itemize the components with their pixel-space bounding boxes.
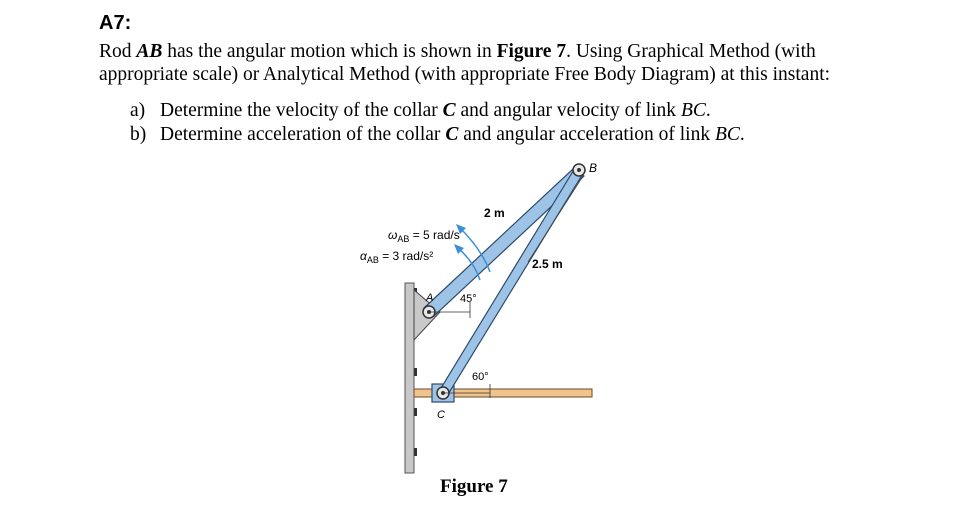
intro-part-2: has the angular motion which is shown in (162, 41, 497, 62)
figure-caption: Figure 7 (440, 476, 508, 497)
collar-name: C (442, 100, 456, 121)
angle-a-label: 45° (460, 293, 477, 305)
length-bc-label: 2.5 m (532, 257, 563, 271)
ground-wall (405, 283, 414, 473)
question-text: Determine the velocity of the collar (160, 100, 443, 121)
omega-ab-label: $\omega_{AB} = 5$ rad/s (388, 228, 460, 244)
length-ab-label: 2 m (484, 206, 505, 220)
link-name: BC (680, 100, 706, 121)
question-text-mid: and angular acceleration of link (458, 124, 715, 145)
angle-c-label: 60° (472, 371, 489, 383)
link-name: BC (714, 124, 740, 145)
point-b-label: B (589, 161, 598, 175)
question-text-end: . (705, 100, 711, 121)
question-text-end: . (739, 124, 745, 145)
point-a-label: A (426, 292, 434, 304)
alpha-ab-label: $\alpha_{AB} = 3$ rad/s² (360, 249, 434, 265)
question-label: a) (130, 100, 146, 121)
question-label: b) (130, 124, 147, 145)
problem-id: A7: (99, 12, 132, 34)
point-c-label: C (437, 409, 445, 421)
question-text: Determine acceleration of the collar (160, 124, 446, 145)
figure-reference: Figure 7 (496, 41, 567, 62)
rod-name: AB (136, 41, 163, 62)
intro-part-1: Rod (99, 41, 137, 62)
intro-part-3: . Using Graphical Method (with appropriate scale) or Analytical Method (with appropriate Free Body Diagram) at this instant: (99, 41, 831, 85)
collar-name: C (445, 124, 459, 145)
question-text-mid: and angular velocity of link (455, 100, 681, 121)
